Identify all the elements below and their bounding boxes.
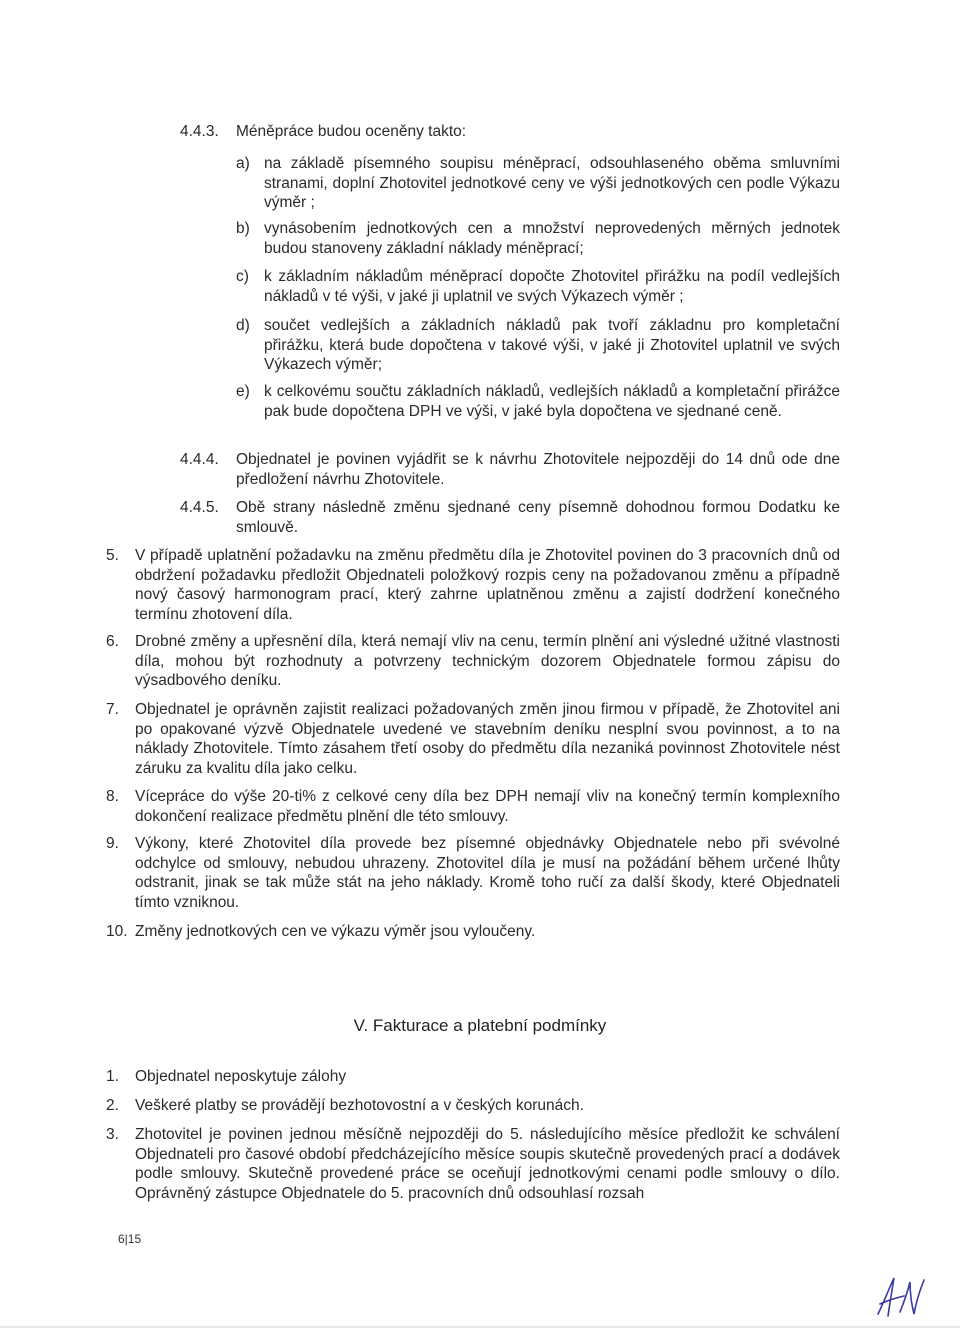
paragraph: Výkony, které Zhotovitel díla provede bez písemné objednávky Objednatele nebo při svévolné odchylce od smlouvy, nebudou uhrazeny. Zhotovitel díla je musí na požádání během určené lhůty odstranit, jinak se tak může stát na jeho náklady. Kromě toho ručí za další škody, které Objednateli tímto vzniknou. <box>135 835 840 911</box>
paragraph: Obě strany následně změnu sjednané ceny písemně dohodnou formou Dodatku ke smlouvě. <box>236 499 840 536</box>
paragraph: Změny jednotkových cen ve výkazu výměr jsou vyloučeny. <box>135 923 536 940</box>
list-label: b) <box>236 220 250 237</box>
paragraph-number: 7. <box>106 701 119 718</box>
paragraph: Veškeré platby se provádějí bezhotovostní a v českých korunách. <box>135 1097 584 1114</box>
paragraph-number: 10. <box>106 923 128 940</box>
paragraph: V případě uplatnění požadavku na změnu předmětu díla je Zhotovitel povinen do 3 pracovních dnů od obdržení požadavku předložit Objednateli položkový rozpis ceny na požadovanou změnu a případně nový časový harmonogram prací, který zahrne uplatněnou změnu a zajistí dodržení konečného termínu zhotovení díla. <box>135 547 840 623</box>
paragraph: Objednatel je povinen vyjádřit se k návrhu Zhotovitele nejpozději do 14 dnů ode dne předložení návrhu Zhotovitele. <box>236 451 840 488</box>
paragraph: Vícepráce do výše 20-ti% z celkové ceny díla bez DPH nemají vliv na konečný termín komplexního dokončení realizace předmětu plnění dle této smlouvy. <box>135 788 840 825</box>
list-label: d) <box>236 317 250 334</box>
section-heading: V. Fakturace a platební podmínky <box>353 1016 607 1035</box>
paragraph: Objednatel je oprávněn zajistit realizaci požadovaných změn jinou firmou v případě, že Zhotovitel ani po opakované výzvě Objednatele uvedené ve stavebním deníku nesplní svou povinnost, a to na náklady Zhotovitele. Tímto zásahem třetí osoby do předmětu díla nezaniká povinnost Zhotovitele nést záruku za kvalitu díla jako celku. <box>135 701 840 777</box>
paragraph: Zhotovitel je povinen jednou měsíčně nejpozději do 5. následujícího měsíce předložit ke schválení Objednateli pro časové období předcházejícího měsíce soupis skutečně provedených prací a dodávek podle smlouvy. Skutečně provedené práce se oceňují jednotkovými cenami podle smlouvy o dílo. Oprávněný zástupce Objednatele do 5. pracovních dnů odsouhlasí rozsah <box>135 1126 840 1202</box>
list-label: a) <box>236 155 250 172</box>
paragraph-number: 8. <box>106 788 119 805</box>
list-label: e) <box>236 383 250 400</box>
section-number: 4.4.5. <box>180 499 219 516</box>
list-item: na základě písemného soupisu méněprací, odsouhlaseného oběma smluvními stranami, doplní Zhotovitel jednotkové ceny ve výši jednotkových cen podle Výkazu výměr ; <box>264 155 840 211</box>
paragraph-number: 5. <box>106 547 119 564</box>
paragraph-number: 1. <box>106 1068 119 1085</box>
signature-initials <box>870 1272 930 1322</box>
scan-edge <box>0 1326 960 1328</box>
page-number: 6|15 <box>118 1232 142 1246</box>
list-label: c) <box>236 268 249 285</box>
paragraph-number: 3. <box>106 1126 119 1143</box>
section-number: 4.4.3. <box>180 123 219 140</box>
paragraph: Objednatel neposkytuje zálohy <box>135 1068 347 1085</box>
paragraph: Drobné změny a upřesnění díla, která nemají vliv na cenu, termín plnění ani výsledné užitné vlastnosti díla, mohou být rozhodnuty a potvrzeny technickým dozorem Objednatele formou zápisu do výsadbového deníku. <box>135 633 840 689</box>
paragraph-number: 9. <box>106 835 119 852</box>
list-item: k základním nákladům méněprací dopočte Zhotovitel přirážku na podíl vedlejších nákladů v té výši, v jaké ji uplatnil ve svých Výkazech výměr ; <box>264 268 840 305</box>
section-number: 4.4.4. <box>180 451 219 468</box>
list-item: k celkovému součtu základních nákladů, vedlejších nákladů a kompletační přirážce pak bude dopočtena DPH ve výši, v jaké byla dopočtena ve sjednané ceně. <box>264 383 840 420</box>
paragraph-number: 2. <box>106 1097 119 1114</box>
list-item: součet vedlejších a základních nákladů pak tvoří základnu pro kompletační přirážku, která bude dopočtena v takové výši, v jaké ji Zhotovitel uplatnil ve svých Výkazech výměr; <box>264 317 840 373</box>
list-item: vynásobením jednotkových cen a množství neprovedených měrných jednotek budou stanoveny základní náklady méněprací; <box>264 220 840 257</box>
section-title: Méněpráce budou oceněny takto: <box>236 123 467 140</box>
paragraph-number: 6. <box>106 633 119 650</box>
